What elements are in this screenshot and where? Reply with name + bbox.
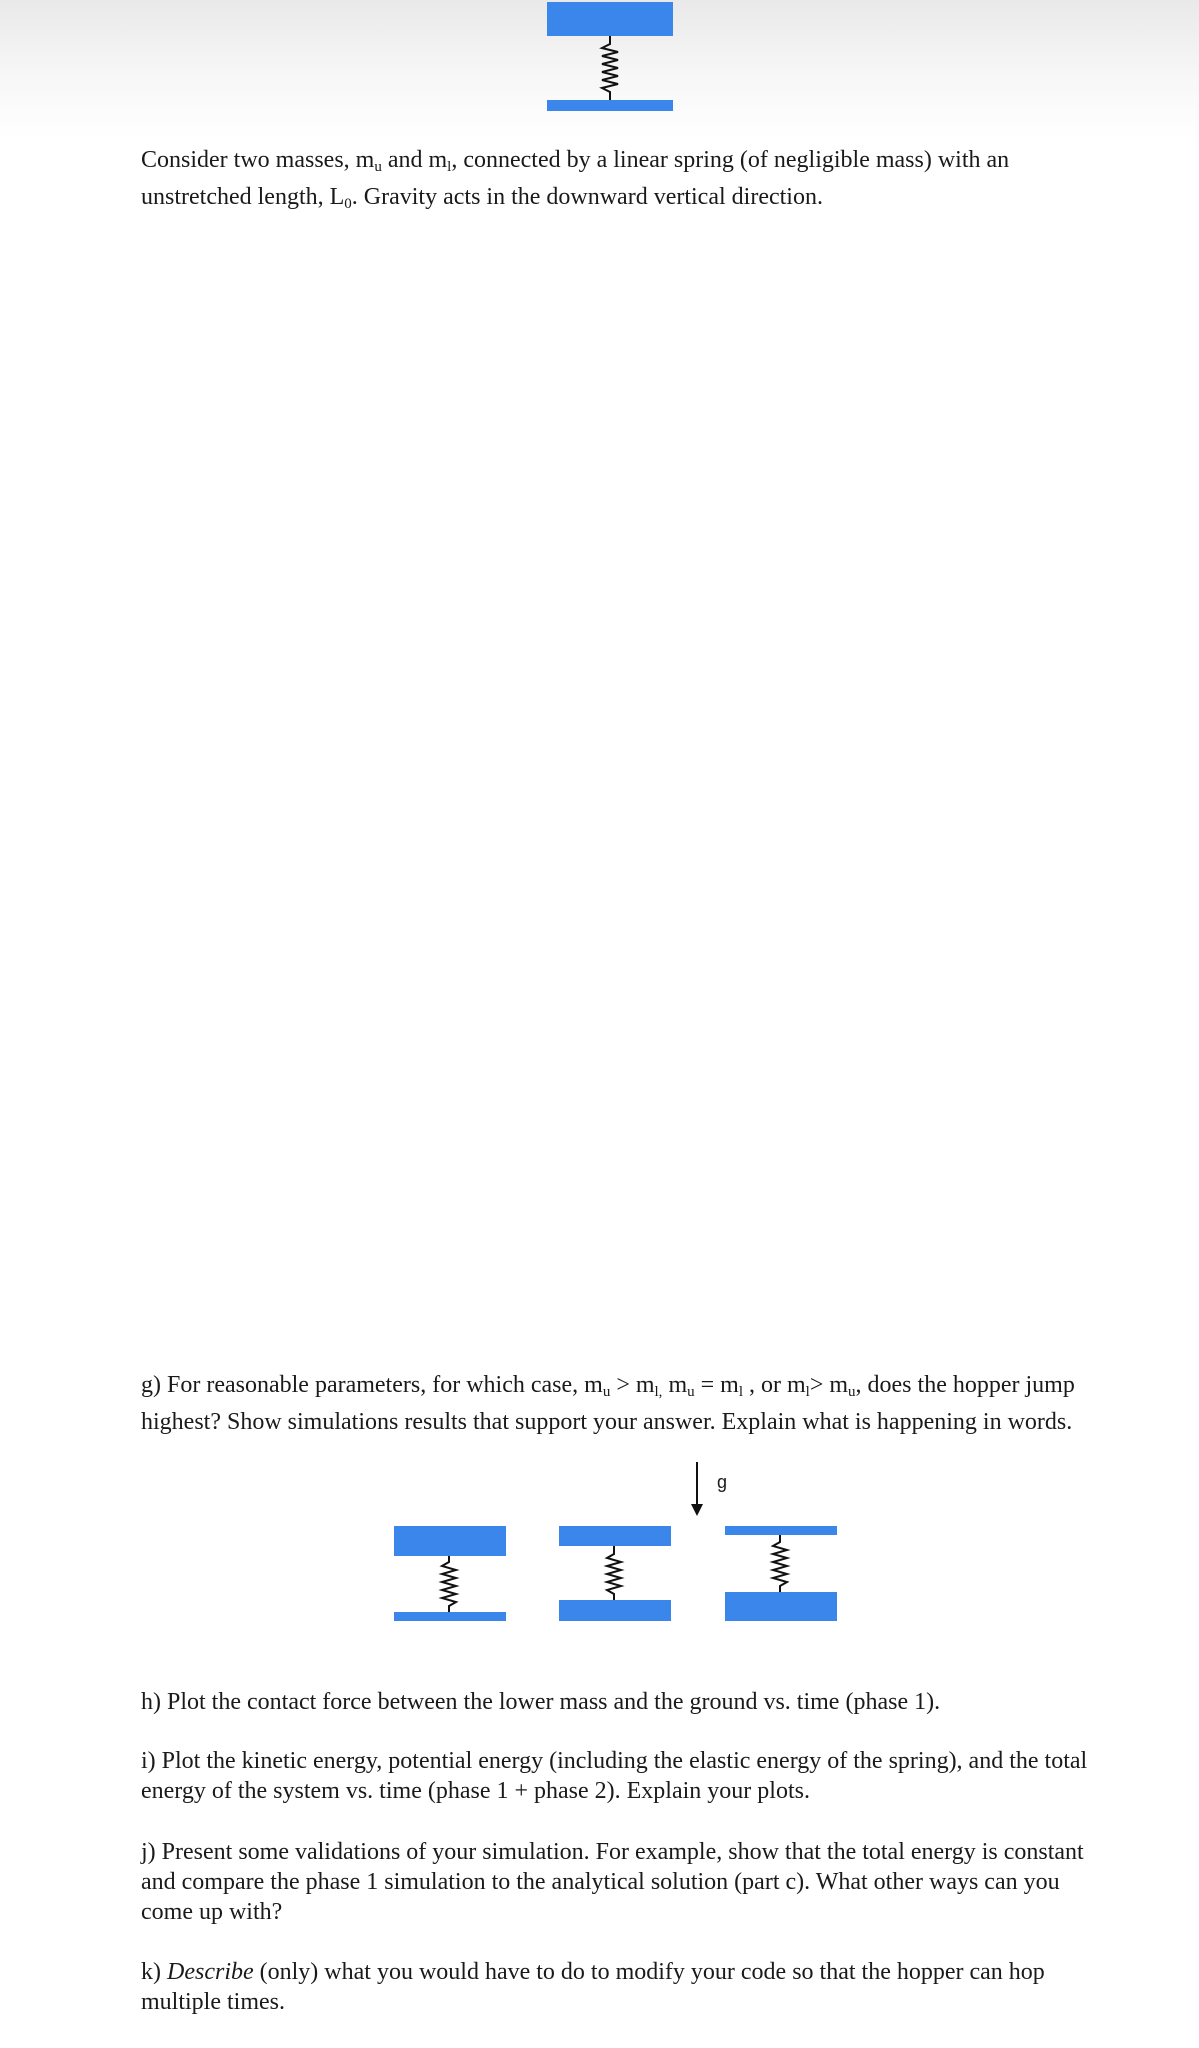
- question-h: h) Plot the contact force between the lower mass and the ground vs. time (phase 1).: [141, 1689, 941, 1715]
- gravity-label: g: [717, 1472, 728, 1492]
- upper-mass: [559, 1526, 671, 1546]
- spring: [602, 36, 618, 100]
- spring: [773, 1535, 787, 1592]
- upper-mass: [547, 2, 673, 36]
- upper-mass: [394, 1526, 506, 1556]
- lower-mass: [394, 1612, 506, 1621]
- hopper-case-mu-greater: [392, 1522, 510, 1624]
- question-i: i) Plot the kinetic energy, potential energy (including the elastic energy of the spring), and the total energy of the system vs. time (phase 1 + phase 2). Explain your plots.: [141, 1748, 1088, 1804]
- question-g: g) For reasonable parameters, for which case, $m_u > m_{l,}$ $m_u = m_l$ , or $m_l> m_u$, does the hopper jump highest? Show simulations results that support your answer. Explain what is happening in words.: [141, 1372, 1075, 1435]
- question-k: k) Describe (only) what you would have to do to modify your code so that the hopper can hop multiple times.: [141, 1959, 1045, 2015]
- lower-mass: [559, 1600, 671, 1621]
- intro-paragraph: Consider two masses, $m_u$ and $m_l$, connected by a linear spring (of negligible mass) with an unstretched length, $L_0$. Gravity acts in the downward vertical direction.: [141, 147, 1010, 212]
- gravity-arrow-icon: [682, 1460, 712, 1518]
- lower-mass: [725, 1592, 837, 1621]
- spring: [607, 1546, 621, 1600]
- spring: [442, 1556, 456, 1612]
- question-j: j) Present some validations of your simulation. For example, show that the total energy is constant and compare the phase 1 simulation to the analytical solution (part c). What other ways can you come up with?: [141, 1839, 1084, 1925]
- hopper-case-equal: [557, 1522, 675, 1624]
- hopper-figure-top: [540, 0, 690, 115]
- lower-mass: [547, 100, 673, 111]
- upper-mass: [725, 1526, 837, 1535]
- hopper-case-ml-greater: [723, 1522, 841, 1624]
